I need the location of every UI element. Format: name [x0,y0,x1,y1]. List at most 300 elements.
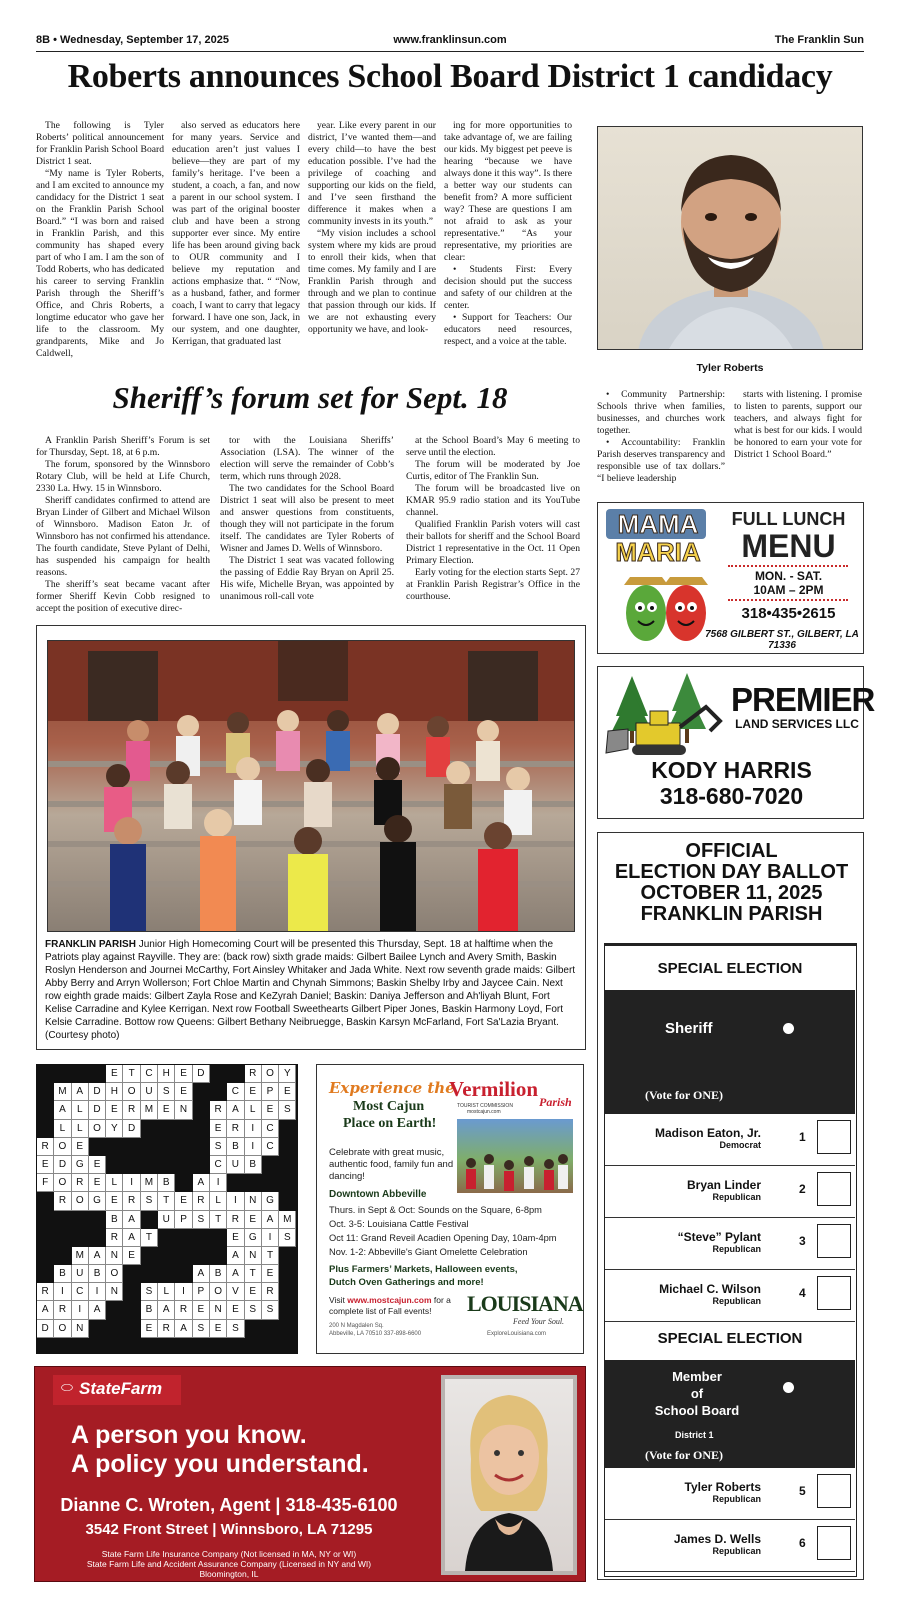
crossword-cell[interactable]: D [54,1156,71,1174]
crossword-block [37,1065,54,1083]
crossword-cell[interactable]: O [54,1138,71,1156]
crossword-cell[interactable]: U [141,1083,158,1101]
crossword-cell[interactable]: S [279,1101,296,1119]
crossword-block [37,1211,54,1229]
crossword-cell[interactable]: L [158,1283,175,1301]
paragraph: year. Like every parent in our district, I’ve wanted them—and every child—to have the best education possible. I’ve had the privilege of coaching and supporting our kids on the field, and I’ve seen firsthand the difference it makes when a community invests in its youth.” [308,120,436,227]
story2-col3 [406,435,580,603]
crossword-cell[interactable]: I [245,1120,262,1138]
crossword-cell[interactable]: B [89,1265,106,1283]
crossword-cell[interactable]: R [37,1138,54,1156]
crossword-cell[interactable]: S [262,1301,279,1319]
crossword-cell[interactable]: C [262,1120,279,1138]
crossword-cell[interactable]: E [245,1211,262,1229]
crossword-cell[interactable]: N [175,1101,192,1119]
crossword-cell[interactable]: U [158,1211,175,1229]
crossword-cell[interactable]: N [106,1247,123,1265]
crossword-cell[interactable]: E [141,1320,158,1338]
crossword-cell[interactable]: R [227,1120,244,1138]
crossword-block [175,1174,192,1192]
crossword-cell[interactable]: M [72,1247,89,1265]
state-farm-logo-box [53,1375,181,1405]
crossword-cell[interactable]: T [245,1265,262,1283]
crossword-cell[interactable]: N [210,1301,227,1319]
crossword-cell[interactable]: C [141,1065,158,1083]
crossword-cell[interactable]: A [227,1247,244,1265]
crossword-cell[interactable]: R [175,1301,192,1319]
crossword-cell[interactable]: E [175,1065,192,1083]
crossword-cell[interactable]: S [279,1229,296,1247]
crossword-cell[interactable]: E [175,1192,192,1210]
crossword-block [89,1138,106,1156]
crossword-cell[interactable]: L [72,1120,89,1138]
crossword-cell[interactable]: E [227,1229,244,1247]
crossword-cell[interactable]: B [106,1211,123,1229]
paragraph: starts with listening. I promise to listen to parents, support our teachers, and always fight for what is best for our kids. I would be honored to earn your vote for District 1 School Board.” [734,389,862,460]
crossword-cell[interactable]: I [72,1301,89,1319]
story1-col3 [308,120,436,336]
crossword-block [37,1192,54,1210]
crossword-cell[interactable]: T [123,1065,140,1083]
crossword-block [158,1120,175,1138]
crossword-block [193,1229,210,1247]
crossword-block [106,1301,123,1319]
paragraph: A Franklin Parish Sheriff’s Forum is set for Thursday, Sept. 18, at 6 p.m. [36,435,210,458]
crossword-cell[interactable]: E [262,1101,279,1119]
crossword-block [175,1265,192,1283]
pepper-mascots-icon [616,571,716,649]
crossword-block [106,1138,123,1156]
header-date: 8B • Wednesday, September 17, 2025 [36,34,229,46]
crossword-cell[interactable]: R [158,1320,175,1338]
state-farm-fine1: State Farm Life Insurance Company (Not licensed in MA, NY or WI) [101,1549,357,1559]
paragraph: Early voting for the election starts Sept. 27 at Franklin Parish Registrar’s Office in the courthouse. [406,567,580,602]
crossword-cell[interactable]: O [106,1265,123,1283]
vermilion-brand2: Parish [539,1095,572,1109]
crossword-block [279,1247,296,1265]
crossword-block [227,1065,244,1083]
crossword-cell[interactable]: N [245,1247,262,1265]
candidate-name-block [655,1127,761,1151]
crossword-block [54,1065,71,1083]
crossword-cell[interactable]: G [245,1229,262,1247]
crossword-block [279,1283,296,1301]
crossword-block [89,1320,106,1338]
crossword-cell[interactable]: E [72,1138,89,1156]
sheriff-office-block [605,990,855,1114]
crossword-cell[interactable]: S [141,1283,158,1301]
paragraph: also served as educators here for many years. Service and education aren’t just values I believe—they are part of my family’s heritage. I’ve been a student, a coach, a fan, and now a parent in our school system. I was part of the original booster club and have been a strong supporter ever since. My entire life has been around giving back to OUR community and I believe my reputation and actions emphasize that. “ “Now, as a husband, father, and former coach, I want to carry that legacy forward. I have one son, Jack, in our system, and one daughter, Kerrigan, that graduated last [172,120,300,347]
crossword-cell[interactable]: T [210,1211,227,1229]
paragraph: The two candidates for the School Board District 1 seat will also be present to meet and answer questions from constituents, though they will not participate in the forum itself. The candidates are Tyler Roberts of Wisner and James D. Wells of Winnsboro. [220,483,394,554]
crossword-cell[interactable]: L [72,1101,89,1119]
state-farm-ovals-icon: ⬭ [61,1381,73,1396]
state-farm-agent: Dianne C. Wroten, Agent | 318-435-6100 [60,1495,398,1515]
crossword-cell[interactable]: N [72,1320,89,1338]
crossword-cell[interactable]: S [245,1301,262,1319]
candidate-party: Republican [712,1192,761,1202]
crossword-cell[interactable]: E [158,1101,175,1119]
candidate-name: “Steve” Pylant [677,1230,761,1244]
paragraph: at the School Board’s May 6 meeting to serve until the election. [406,435,580,458]
crossword-block [123,1283,140,1301]
crossword-cell[interactable]: M [141,1174,158,1192]
vermilion-visit [329,1295,465,1317]
crossword-cell[interactable]: A [262,1211,279,1229]
crossword-block [279,1120,296,1138]
crossword-cell[interactable]: R [193,1192,210,1210]
crossword-cell[interactable]: E [245,1283,262,1301]
louisiana-site: ExploreLouisiana.com [487,1331,547,1337]
ballot-checkbox[interactable] [817,1276,851,1310]
crossword-cell[interactable]: I [262,1229,279,1247]
crossword-cell[interactable]: S [141,1192,158,1210]
crossword-block [54,1229,71,1247]
crossword-cell[interactable]: L [54,1120,71,1138]
crossword-cell[interactable]: G [89,1192,106,1210]
story2-col1 [36,435,210,615]
vermilion-event: Oct. 3-5: Louisiana Cattle Festival [329,1219,469,1229]
vermilion-addr2: Abbeville, LA 70510 337-898-6600 [329,1331,422,1337]
crossword-cell[interactable]: D [123,1120,140,1138]
crossword-cell[interactable]: B [54,1265,71,1283]
crossword-cell[interactable]: D [89,1101,106,1119]
crossword-cell[interactable]: G [72,1156,89,1174]
crossword-block [89,1229,106,1247]
crossword-cell[interactable]: E [106,1101,123,1119]
premier-name: PREMIER [731,681,875,718]
crossword-block [262,1156,279,1174]
crossword-cell[interactable]: O [54,1174,71,1192]
candidate-party: Republican [712,1546,761,1556]
crossword-cell[interactable]: I [175,1283,192,1301]
crossword-cell[interactable]: I [227,1192,244,1210]
candidate-name-block [678,1231,761,1255]
court-caption-lead: FRANKLIN PARISH [45,939,136,950]
candidate-name: Michael C. Wilson [659,1282,761,1296]
mama-maria-phone: 318•435•2615 [741,605,836,622]
vermilion-experience: Experience the [329,1079,455,1097]
crossword-block [158,1156,175,1174]
crossword-block [245,1174,262,1192]
crossword-cell[interactable]: C [227,1083,244,1101]
paragraph: • Support for Teachers: Our educators need resources, respect, and a voice at the table. [444,312,572,347]
crossword-cell[interactable]: A [89,1301,106,1319]
crossword-cell[interactable]: A [72,1083,89,1101]
crossword-cell[interactable]: B [245,1156,262,1174]
crossword-cell[interactable]: A [227,1265,244,1283]
crossword-cell[interactable]: A [123,1211,140,1229]
state-farm-address: 3542 Front Street | Winnsboro, LA 71295 [85,1521,373,1538]
ballot-title-4: FRANKLIN PARISH [640,903,823,925]
special-election-2: SPECIAL ELECTION [657,1330,803,1347]
crossword-cell[interactable]: U [72,1265,89,1283]
crossword-block [279,1174,296,1192]
crossword-cell[interactable]: S [193,1211,210,1229]
crossword-cell[interactable]: E [245,1083,262,1101]
crossword-cell[interactable]: B [141,1301,158,1319]
crossword-block [227,1174,244,1192]
crossword-block [141,1265,158,1283]
state-farm-fine2: State Farm Life and Accident Assurance Company (Licensed in NY and WI) [86,1559,372,1569]
crossword-block [37,1265,54,1283]
ballot-checkbox[interactable] [817,1172,851,1206]
story1-col4 [444,120,572,348]
crossword-cell[interactable]: E [210,1320,227,1338]
crossword-block [175,1247,192,1265]
crossword-block [193,1101,210,1119]
crossword-block [141,1138,158,1156]
crossword-cell[interactable]: R [245,1065,262,1083]
paragraph: The District 1 seat was vacated following the passing of Eddie Ray Bryan on April 25. His wife, Michelle Bryan, was appointed by unanimous roll-call vote [220,555,394,602]
festival-crowd-photo [457,1119,573,1193]
crossword-cell[interactable]: P [193,1283,210,1301]
crossword-block [37,1120,54,1138]
crossword-block [279,1320,296,1338]
crossword-cell[interactable]: O [89,1120,106,1138]
crossword-puzzle [36,1064,298,1354]
candidate-number: 3 [799,1234,806,1248]
crossword-block [279,1156,296,1174]
crossword-cell[interactable]: S [158,1083,175,1101]
mama-maria-address: 7568 GILBERT ST., GILBERT, LA 71336 [705,629,859,651]
vote-for-one-2: (Vote for ONE) [645,1448,723,1462]
crossword-cell[interactable]: E [106,1065,123,1083]
crossword-cell[interactable]: R [123,1101,140,1119]
header-site: www.franklinsun.com [393,34,507,46]
crossword-cell[interactable]: R [227,1211,244,1229]
crossword-cell[interactable]: I [54,1283,71,1301]
crossword-cell[interactable]: C [262,1138,279,1156]
candidate-name: Madison Eaton, Jr. [654,1126,761,1140]
crossword-cell[interactable]: A [193,1174,210,1192]
crossword-cell[interactable]: A [158,1301,175,1319]
ballot-candidate-row [605,1468,855,1520]
crossword-cell[interactable]: R [72,1174,89,1192]
crossword-cell[interactable]: H [106,1083,123,1101]
premier-contact: KODY HARRIS [651,757,812,783]
vermilion-lede: Celebrate with great music, authentic food, family fun and dancing! [329,1147,454,1182]
ballot-checkbox[interactable] [817,1526,851,1560]
crossword-cell[interactable]: O [54,1320,71,1338]
crossword-cell[interactable]: R [210,1101,227,1119]
crossword-block [193,1083,210,1101]
crossword-cell[interactable]: S [193,1320,210,1338]
crossword-block [245,1320,262,1338]
crossword-cell[interactable]: R [54,1301,71,1319]
crossword-cell[interactable]: Y [279,1065,296,1083]
dotted-divider [728,565,848,567]
paragraph: The following is Tyler Roberts’ political announcement for Franklin Parish School Board District 1 seat. [36,120,164,167]
vermilion-events [329,1203,579,1259]
mama-maria-brand1: MAMA [617,509,699,539]
crossword-cell[interactable]: L [106,1174,123,1192]
election-ballot [597,832,864,1580]
crossword-cell[interactable]: O [123,1083,140,1101]
crossword-block [123,1301,140,1319]
crossword-cell[interactable]: A [89,1247,106,1265]
crossword-cell[interactable]: R [106,1229,123,1247]
ballot-title-2: ELECTION DAY BALLOT [614,861,849,883]
crossword-cell[interactable]: A [37,1301,54,1319]
crossword-cell[interactable]: E [210,1120,227,1138]
candidate-name: Bryan Linder [686,1178,761,1192]
crossword-cell[interactable]: S [227,1320,244,1338]
dotted-divider-2 [728,599,848,601]
crossword-cell[interactable]: I [210,1174,227,1192]
crossword-cell[interactable]: A [227,1101,244,1119]
state-farm-fine3: Bloomington, IL [199,1569,259,1579]
crossword-block [158,1265,175,1283]
crossword-block [262,1174,279,1192]
louisiana-logo: LOUISIANA [467,1291,583,1316]
agent-photo [441,1375,577,1575]
crossword-block [210,1065,227,1083]
crossword-cell[interactable]: R [37,1283,54,1301]
crossword-cell[interactable]: O [210,1283,227,1301]
crossword-cell[interactable]: E [89,1174,106,1192]
crossword-cell[interactable]: B [158,1174,175,1192]
crossword-cell[interactable]: I [89,1283,106,1301]
ballot-candidate-row [605,1520,855,1572]
crossword-cell[interactable]: U [227,1156,244,1174]
louisiana-tag: Feed Your Soul. [513,1317,565,1326]
crossword-cell[interactable]: E [227,1301,244,1319]
state-farm-fineprint [35,1549,423,1579]
tyler-roberts-photo [597,126,863,350]
crossword-cell[interactable]: P [175,1211,192,1229]
crossword-cell[interactable]: H [158,1065,175,1083]
crossword-cell[interactable]: E [193,1301,210,1319]
portrait-illustration [598,127,863,350]
crossword-cell[interactable]: L [210,1192,227,1210]
crossword-block [279,1301,296,1319]
crossword-cell[interactable]: C [72,1283,89,1301]
crossword-block [123,1138,140,1156]
crossword-block [210,1229,227,1247]
candidate-number: 2 [799,1182,806,1196]
court-caption [45,938,577,1042]
crossword-cell[interactable]: V [227,1283,244,1301]
crossword-cell[interactable]: A [54,1101,71,1119]
crossword-cell[interactable]: R [262,1283,279,1301]
state-farm-ad [34,1366,586,1582]
crossword-block [72,1229,89,1247]
crossword-cell[interactable]: O [262,1065,279,1083]
ballot-candidate-row [605,1114,855,1166]
crossword-cell[interactable]: I [123,1174,140,1192]
office-school-board-label: School Board [654,1403,740,1418]
crossword-cell[interactable]: B [227,1138,244,1156]
ballot-checkbox[interactable] [817,1224,851,1258]
crossword-cell[interactable]: A [175,1320,192,1338]
ballot-checkbox[interactable] [817,1474,851,1508]
crossword-block [175,1156,192,1174]
court-photo-illustration [48,641,575,932]
agent-portrait-illustration [445,1379,573,1571]
crossword-cell[interactable]: S [210,1138,227,1156]
candidate-number: 1 [799,1130,806,1144]
crossword-cell[interactable]: B [210,1265,227,1283]
office-of: of [690,1386,704,1401]
ballot-title-1: OFFICIAL [685,840,778,862]
office-bullet-icon-2 [783,1382,794,1393]
crossword-cell[interactable]: I [245,1138,262,1156]
crossword-cell[interactable]: M [279,1211,296,1229]
crossword-block [210,1083,227,1101]
special-election-1: SPECIAL ELECTION [657,960,803,977]
crossword-cell[interactable]: D [37,1320,54,1338]
crossword-block [37,1229,54,1247]
crossword-cell[interactable]: D [89,1083,106,1101]
crossword-cell[interactable]: D [193,1065,210,1083]
crossword-cell[interactable]: R [54,1192,71,1210]
story1-headline: Roberts announces School Board District 1 candidacy [67,58,833,95]
crossword-cell[interactable]: E [123,1247,140,1265]
crossword-cell[interactable]: E [89,1156,106,1174]
district-label: District 1 [675,1430,714,1440]
vermilion-visit-link[interactable]: www.mostcajun.com [347,1295,432,1305]
crossword-cell[interactable]: E [279,1083,296,1101]
crossword-cell[interactable]: M [141,1101,158,1119]
crossword-cell[interactable]: C [210,1156,227,1174]
paragraph: The forum will be moderated by Joe Curtis, editor of The Franklin Sun. [406,459,580,482]
crossword-cell[interactable]: E [37,1156,54,1174]
crossword-cell[interactable]: T [141,1229,158,1247]
candidate-party: Republican [712,1296,761,1306]
premier-land-ad [597,666,875,819]
crossword-cell[interactable]: T [262,1247,279,1265]
crossword-block [123,1156,140,1174]
ballot-title [598,841,865,925]
crossword-cell[interactable]: O [72,1192,89,1210]
crossword-cell[interactable]: F [37,1174,54,1192]
mama-maria-title1: FULL LUNCH [731,509,846,529]
crossword-cell[interactable]: R [123,1192,140,1210]
ballot-checkbox[interactable] [817,1120,851,1154]
crossword-block [158,1138,175,1156]
crossword-block [141,1120,158,1138]
crossword-cell[interactable]: E [175,1083,192,1101]
crossword-cell[interactable]: Y [106,1120,123,1138]
crossword-block [158,1247,175,1265]
crossword-cell[interactable]: E [106,1192,123,1210]
office-member: Member [672,1369,722,1384]
crossword-cell[interactable]: M [54,1083,71,1101]
state-farm-logo: StateFarm [79,1379,163,1398]
vermilion-visit-pre: Visit [329,1295,348,1305]
vermilion-tourist: TOURIST COMMISSION [457,1103,513,1109]
paragraph: • Accountability: Franklin Parish deserves transparency and responsible use of tax dollars.” “I believe leadership [597,437,725,484]
candidate-name-block [674,1533,761,1557]
crossword-cell[interactable]: G [262,1192,279,1210]
crossword-cell[interactable]: E [262,1265,279,1283]
crossword-cell[interactable]: N [245,1192,262,1210]
crossword-cell[interactable]: P [262,1083,279,1101]
crossword-block [37,1083,54,1101]
candidate-name-block [659,1283,761,1307]
paragraph: “My name is Tyler Roberts, and I am excited to announce my candidacy for the District 1 seat on the Franklin Parish School Board.” “I was born and raised in Franklin Parish, and this community has shaped every part of who I am. I am the son of Todd Roberts, who has dedicated his career to serving Franklin Parish through the Sheriff’s Office, and Chris Roberts, a longtime educator who gave her life to the classroom. My grandparents, Mike and Jo Caldwell, [36,168,164,359]
crossword-block [279,1192,296,1210]
state-farm-line1: A person you know. [71,1421,307,1449]
crossword-block [193,1120,210,1138]
crossword-cell[interactable]: A [193,1265,210,1283]
crossword-cell[interactable]: A [123,1229,140,1247]
homecoming-court-box [36,625,586,1050]
crossword-cell[interactable]: T [158,1192,175,1210]
crossword-cell[interactable]: L [245,1101,262,1119]
crossword-cell[interactable]: N [106,1283,123,1301]
